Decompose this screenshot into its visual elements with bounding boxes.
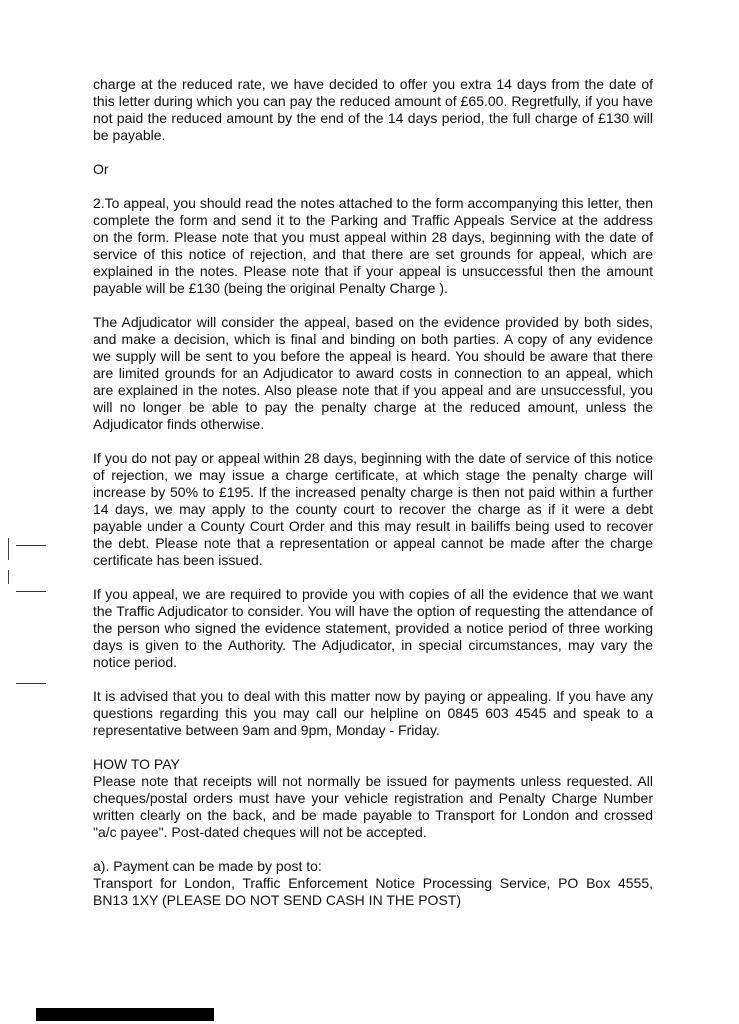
payment-instructions-paragraph: Please note that receipts will not normally be issued for payments unless requested. All cheques/postal orders must have your vehicle registration and Penalty Charge Number written clearly on the back, and be made payable to Transport for London and crossed "a/c payee". Post-dated cheques will not be accepted.	[93, 773, 653, 840]
postal-payment-address: Transport for London, Traffic Enforcement Notice Processing Service, PO Box 4555, BN13 1XY (PLEASE DO NOT SEND CASH IN THE POST)	[93, 875, 653, 908]
charge-certificate-paragraph: If you do not pay or appeal within 28 days, beginning with the date of service of this notice of rejection, we may issue a charge certificate, at which stage the penalty charge will increase by 50% to £195. If the increased penalty charge is then not paid within a further 14 days, we may apply to the county court to recover the charge as if it were a debt payable under a County Court Order and this may result in bailiffs being used to recover the debt. Please note that a representation or appeal cannot be made after the charge certificate has been issued.	[93, 450, 653, 568]
helpline-paragraph: It is advised that you to deal with this matter now by paying or appealing. If you have any questions regarding this you may call our helpline on 0845 603 4545 and speak to a representative between 9am and 9pm, Monday - Friday.	[93, 688, 653, 738]
adjudicator-paragraph: The Adjudicator will consider the appeal, based on the evidence provided by both sides, and make a decision, which is final and binding on both parties. A copy of any evidence we supply will be sent to you before the appeal is heard. You should be aware that there are limited grounds for an Adjudicator to award costs in connection to an appeal, which are explained in the notes. Also please note that if you appeal and are unsuccessful, you will no longer be able to pay the penalty charge at the reduced amount, unless the Adjudicator finds otherwise.	[93, 314, 653, 432]
postal-payment-label: a). Payment can be made by post to:	[93, 858, 322, 874]
margin-tick-mark	[8, 570, 9, 584]
margin-fold-mark	[16, 591, 46, 592]
how-to-pay-heading: HOW TO PAY	[93, 756, 180, 772]
evidence-paragraph: If you appeal, we are required to provide you with copies of all the evidence that we want the Traffic Adjudicator to consider. You will have the option of requesting the attendance of the person who signed the evidence statement, provided a notice period of three working days is given to the Authority. The Adjudicator, in special circumstances, may vary the notice period.	[93, 586, 653, 670]
or-separator: Or	[93, 161, 109, 177]
margin-fold-mark	[16, 545, 46, 546]
redaction-bar	[36, 1008, 214, 1021]
margin-fold-mark	[16, 683, 46, 684]
letter-body	[93, 76, 653, 909]
appeal-paragraph: 2.To appeal, you should read the notes attached to the form accompanying this letter, then complete the form and send it to the Parking and Traffic Appeals Service at the address on the form. Please note that you must appeal within 28 days, beginning with the date of service of this notice of rejection, and that there are set grounds for appeal, which are explained in the notes. Please note that if your appeal is unsuccessful then the amount payable will be £130 (being the original Penalty Charge ).	[93, 195, 653, 296]
margin-tick-mark	[8, 538, 9, 560]
reduced-rate-paragraph: charge at the reduced rate, we have decided to offer you extra 14 days from the date of this letter during which you can pay the reduced amount of £65.00. Regretfully, if you have not paid the reduced amount by the end of the 14 days period, the full charge of £130 will be payable.	[93, 76, 653, 143]
